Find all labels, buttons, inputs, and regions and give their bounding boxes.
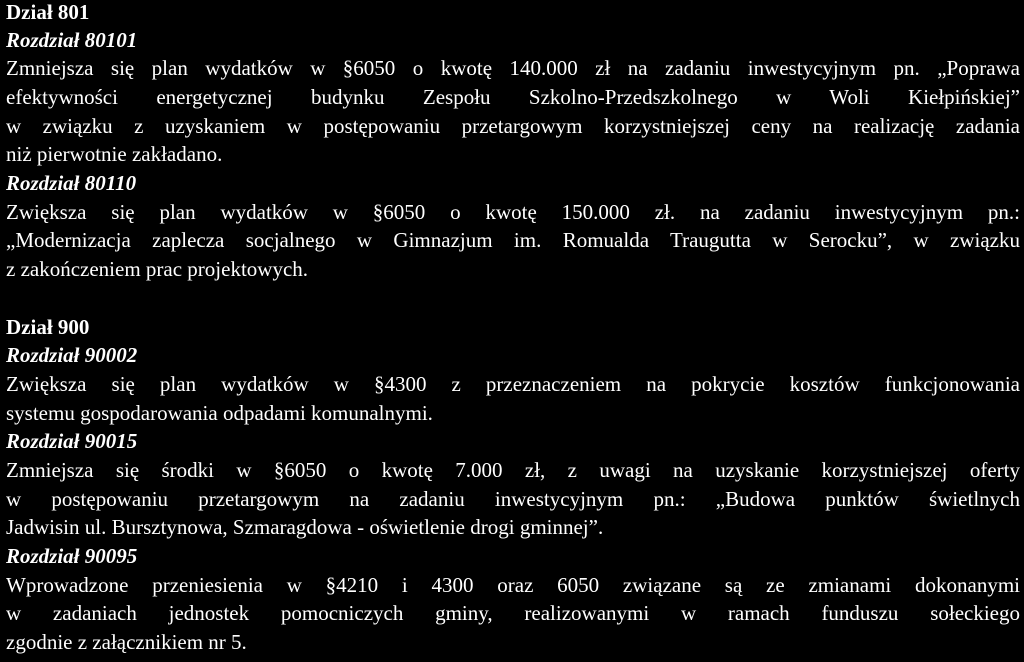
subsection-heading-90015: Rozdział 90015: [6, 429, 138, 453]
subsection-heading-80110: Rozdział 80110: [6, 171, 137, 195]
paragraph-80110-line-2: „Modernizacja zaplecza socjalnego w Gimnazjum im. Romualda Traugutta w Serocku”, w związku: [6, 228, 1020, 252]
paragraph-90002-line-2: systemu gospodarowania odpadami komunalnymi.: [6, 401, 433, 425]
paragraph-90095-line-2: w zadaniach jednostek pomocniczych gminy, realizowanymi w ramach funduszu sołeckiego: [6, 601, 1020, 625]
paragraph-90015-line-2: w postępowaniu przetargowym na zadaniu inwestycyjnym pn.: „Budowa punktów świetlnych: [6, 487, 1020, 511]
paragraph-80101-line-2: efektywności energetycznej budynku Zespołu Szkolno-Przedszkolnego w Woli Kiełpińskiej”: [6, 85, 1020, 109]
section-heading-801: Dział 801: [6, 0, 90, 24]
paragraph-90015-line-3: Jadwisin ul. Bursztynowa, Szmaragdowa - oświetlenie drogi gminnej”.: [6, 515, 604, 539]
subsection-heading-90095: Rozdział 90095: [6, 544, 138, 568]
section-heading-900: Dział 900: [6, 315, 90, 339]
paragraph-80101-line-3: w związku z uzyskaniem w postępowaniu przetargowym korzystniejszej ceny na realizację zadania: [6, 114, 1020, 138]
paragraph-80101-line-4: niż pierwotnie zakładano.: [6, 142, 223, 166]
paragraph-90095-line-3: zgodnie z załącznikiem nr 5.: [6, 630, 247, 654]
paragraph-90095-line-1: Wprowadzone przeniesienia w §4210 i 4300 oraz 6050 związane są ze zmianami dokonanymi: [6, 573, 1020, 597]
paragraph-90002-line-1: Zwiększa się plan wydatków w §4300 z przeznaczeniem na pokrycie kosztów funkcjonowania: [6, 372, 1020, 396]
paragraph-80101-line-1: Zmniejsza się plan wydatków w §6050 o kwotę 140.000 zł na zadaniu inwestycyjnym pn. „Poprawa: [6, 56, 1020, 80]
subsection-heading-80101: Rozdział 80101: [6, 28, 138, 52]
paragraph-90015-line-1: Zmniejsza się środki w §6050 o kwotę 7.000 zł, z uwagi na uzyskanie korzystniejszej oferty: [6, 458, 1020, 482]
subsection-heading-90002: Rozdział 90002: [6, 343, 138, 367]
paragraph-80110-line-3: z zakończeniem prac projektowych.: [6, 257, 309, 281]
paragraph-80110-line-1: Zwiększa się plan wydatków w §6050 o kwotę 150.000 zł. na zadaniu inwestycyjnym pn.:: [6, 200, 1020, 224]
